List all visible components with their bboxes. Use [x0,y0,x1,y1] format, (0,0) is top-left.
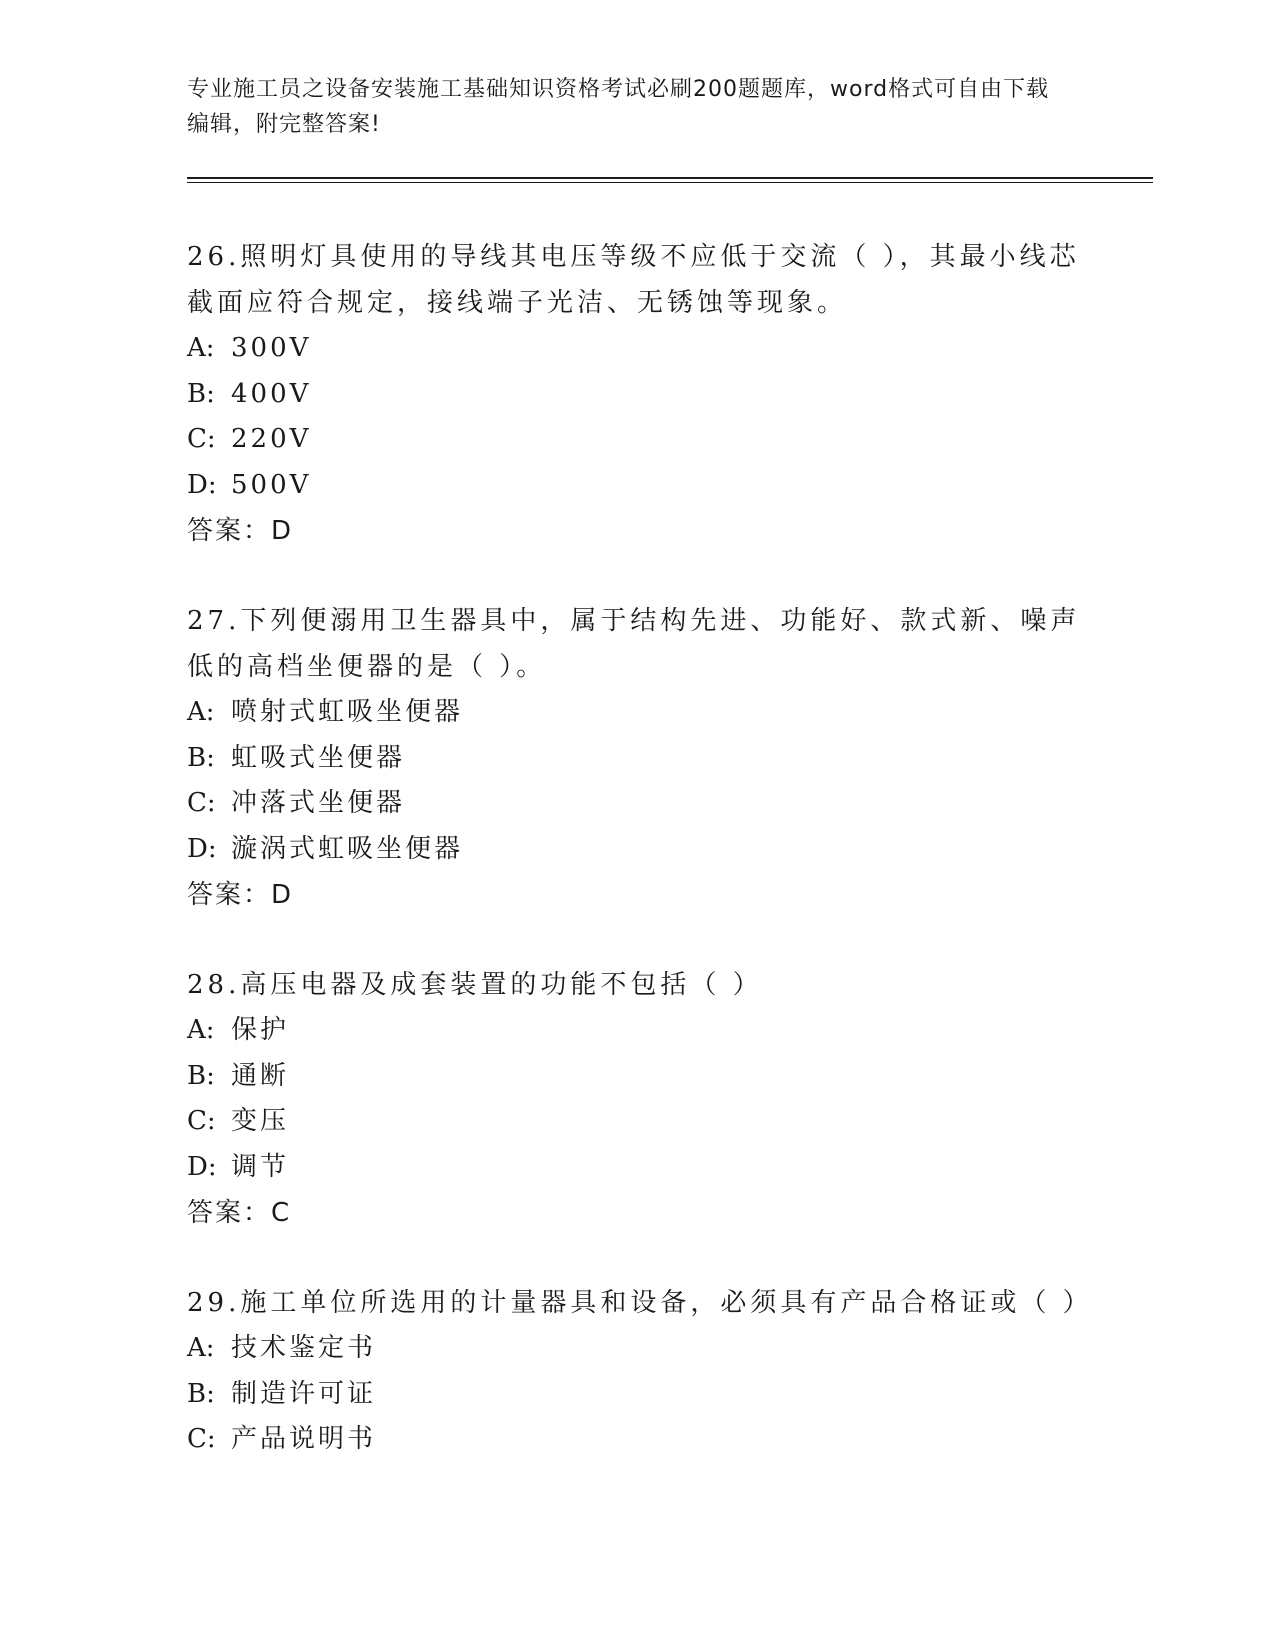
option-key: A: [187,697,215,727]
question-stem: 29.施工单位所选用的计量器具和设备，必须具有产品合格证或（ ） [187,1288,1093,1318]
option-a [187,326,1087,372]
header-rule-thick [187,177,1153,179]
option-text: 漩涡式虹吸坐便器 [231,833,464,864]
option-key: C: [187,1424,216,1454]
question-27 [187,598,1087,918]
option-key: D: [187,1151,217,1182]
option-text: 制造许可证 [231,1378,377,1409]
answer-line: 答案：C [187,1198,292,1228]
question-stem: 26.照明灯具使用的导线其电压等级不应低于交流（ ），其最小线芯截面应符合规定，接线端子光洁、无锈蚀等现象。 [187,242,1080,318]
option-key: B: [187,1060,215,1091]
option-key: B: [187,1378,215,1409]
option-text: 通断 [231,1060,290,1091]
answer-line: 答案：D [187,516,294,546]
option-text: 变压 [231,1106,290,1136]
option-text: 虹吸式坐便器 [231,742,406,773]
option-d [187,1145,1087,1191]
option-b [187,1054,1087,1100]
question-stem: 27.下列便溺用卫生器具中，属于结构先进、功能好、款式新、噪声低的高档坐便器的是（ ）。 [187,606,1081,682]
option-text: 400V [231,378,312,409]
option-key: C: [187,788,216,818]
option-text: 保护 [231,1015,290,1045]
option-key: B: [187,742,215,773]
option-key: A: [187,1015,215,1045]
option-b [187,736,1087,782]
option-b [187,1372,1087,1418]
answer-line: 答案：D [187,880,294,910]
option-key: C: [187,1106,216,1136]
option-text: 冲落式坐便器 [231,788,406,818]
option-d [187,463,1087,509]
option-c [187,1099,1087,1145]
option-text: 调节 [231,1151,290,1182]
question-list [187,234,1093,1507]
option-text: 技术鉴定书 [231,1333,377,1363]
option-c [187,781,1087,827]
option-key: A: [187,333,215,363]
question-26 [187,234,1087,554]
question-28 [187,962,1087,1236]
question-stem: 28.高压电器及成套装置的功能不包括（ ） [187,970,763,1000]
option-key: B: [187,378,215,409]
option-a [187,1008,1087,1054]
option-text: 喷射式虹吸坐便器 [231,697,464,727]
option-c [187,1417,1087,1463]
document-header: 专业施工员之设备安装施工基础知识资格考试必刷200题题库，word格式可自由下载编辑，附完整答案! [187,77,1050,137]
header-rule-thin [187,182,1153,183]
option-text: 300V [231,333,312,363]
option-text: 产品说明书 [231,1424,377,1454]
option-key: D: [187,469,217,500]
option-a [187,690,1087,736]
option-text: 500V [231,469,312,500]
option-c [187,417,1087,463]
option-key: D: [187,833,217,864]
question-29 [187,1280,1093,1463]
option-text: 220V [231,424,312,454]
option-a [187,1326,1087,1372]
option-key: A: [187,1333,215,1363]
option-d [187,827,1087,873]
option-b [187,372,1087,418]
option-key: C: [187,424,216,454]
